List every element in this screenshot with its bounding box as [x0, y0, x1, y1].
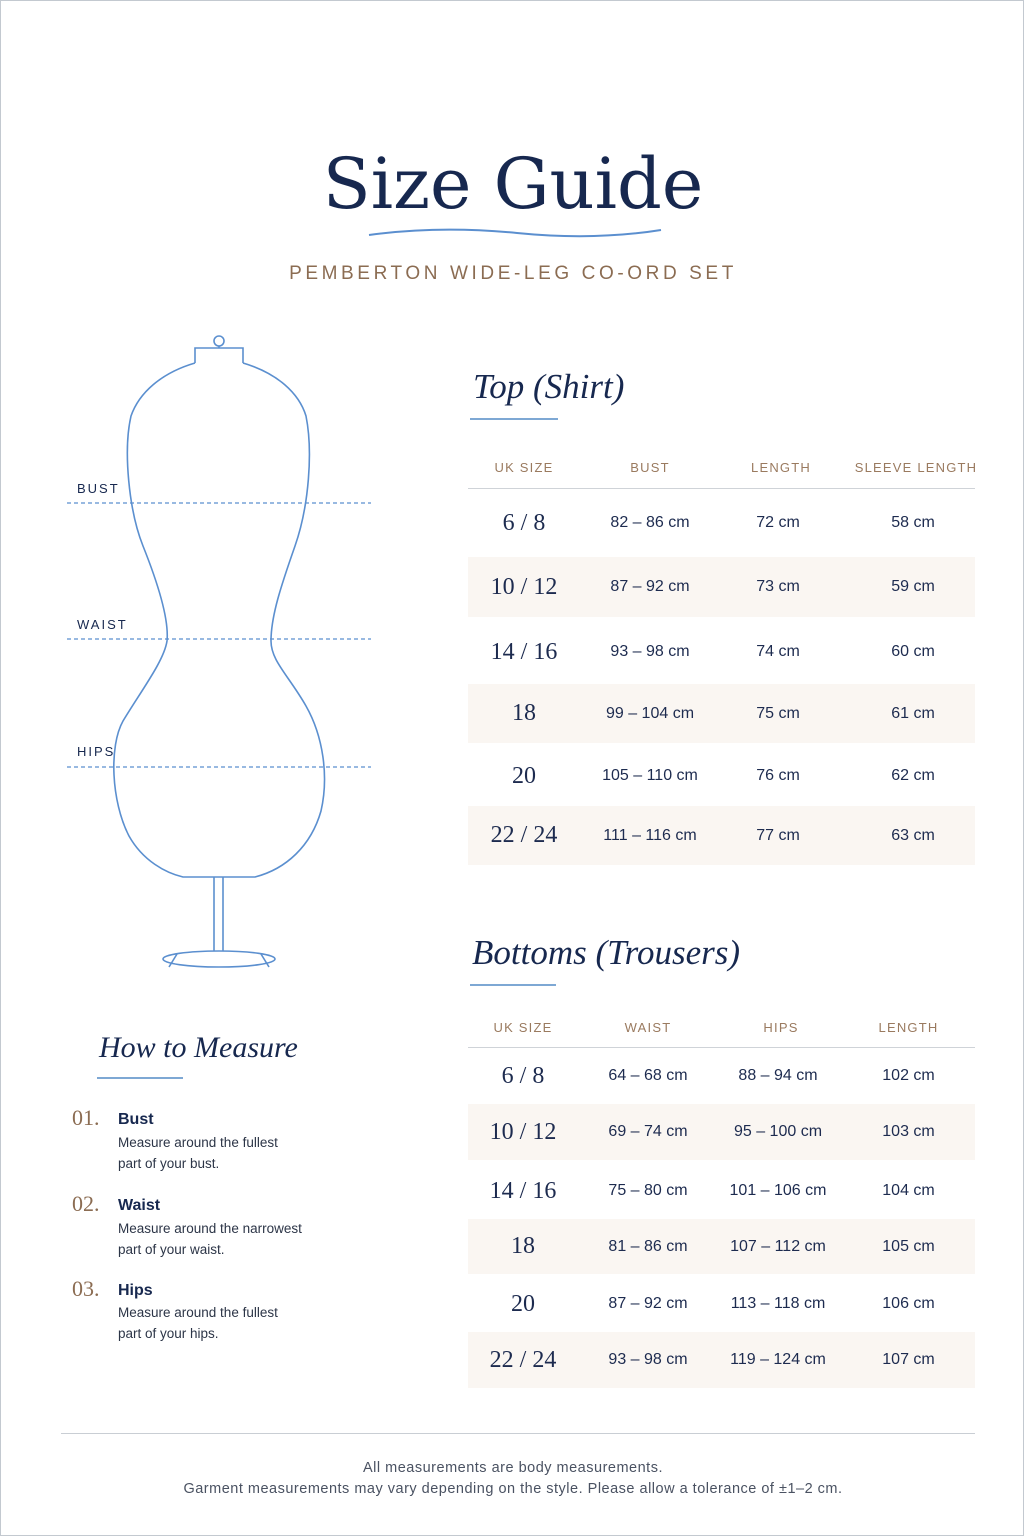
step-description-line: part of your waist.: [118, 1242, 225, 1257]
table-row: [468, 684, 975, 743]
table-row: [468, 1104, 975, 1160]
sleeve-length-cell: 63 cm: [891, 826, 935, 844]
waist-label: WAIST: [77, 617, 128, 632]
top-section-title: Top (Shirt): [473, 367, 625, 406]
hips-cell: 101 – 106 cm: [729, 1182, 827, 1199]
step-description-line: Measure around the fullest: [118, 1135, 278, 1150]
top-header-uk-size: UK SIZE: [494, 460, 554, 475]
uk-size-cell: 6 / 8: [501, 1062, 545, 1089]
how-to-measure-underline: [97, 1077, 183, 1079]
hips-cell: 95 – 100 cm: [733, 1123, 823, 1140]
bottoms-header-divider: [468, 1047, 975, 1048]
step-number: 02.: [72, 1191, 100, 1216]
page-title: Size Guide: [322, 143, 704, 225]
bust-cell: 93 – 98 cm: [610, 643, 690, 660]
top-header-bust: BUST: [630, 460, 670, 475]
waist-cell: 93 – 98 cm: [608, 1351, 688, 1368]
length-cell: 104 cm: [882, 1182, 935, 1199]
sleeve-length-cell: 62 cm: [891, 767, 935, 784]
bust-label: BUST: [77, 481, 120, 496]
step-label-hips: Hips: [118, 1282, 153, 1299]
table-row: [468, 806, 975, 865]
how-to-measure-title: How to Measure: [99, 1031, 298, 1064]
bust-cell: 87 – 92 cm: [610, 578, 690, 595]
top-title-underline: [470, 418, 558, 420]
uk-size-cell: 22 / 24: [489, 1346, 557, 1373]
table-row: [468, 1276, 975, 1332]
waist-cell: 64 – 68 cm: [608, 1067, 688, 1084]
sleeve-length-cell: 61 cm: [891, 704, 935, 722]
table-row: [468, 622, 975, 682]
step-label-waist: Waist: [118, 1197, 161, 1214]
uk-size-cell: 20: [512, 762, 536, 789]
waist-cell: 81 – 86 cm: [608, 1237, 688, 1255]
step-description-line: Measure around the fullest: [118, 1305, 278, 1320]
bust-cell: 111 – 116 cm: [603, 826, 697, 844]
bottoms-header-uk-size: UK SIZE: [493, 1020, 553, 1035]
step-number: 01.: [72, 1105, 100, 1130]
step-number: 03.: [72, 1276, 100, 1301]
length-cell: 102 cm: [882, 1067, 935, 1084]
uk-size-cell: 6 / 8: [502, 509, 546, 536]
top-header-length: LENGTH: [751, 460, 811, 475]
length-cell: 73 cm: [756, 578, 800, 595]
length-cell: 72 cm: [756, 514, 800, 531]
table-row: [468, 494, 975, 552]
uk-size-cell: 18: [511, 1233, 535, 1259]
length-cell: 75 cm: [756, 704, 800, 722]
top-header-sleeve-length: SLEEVE LENGTH: [854, 460, 978, 475]
product-subtitle: PEMBERTON WIDE-LEG CO-ORD SET: [289, 263, 737, 284]
step-label-bust: Bust: [118, 1111, 154, 1128]
uk-size-cell: 20: [511, 1290, 535, 1317]
mannequin-icon: [61, 331, 381, 976]
bust-cell: 82 – 86 cm: [610, 514, 690, 531]
step-description-line: Measure around the narrowest: [118, 1221, 302, 1236]
length-cell: 107 cm: [882, 1351, 935, 1368]
hips-cell: 113 – 118 cm: [730, 1295, 826, 1312]
waist-cell: 87 – 92 cm: [608, 1295, 688, 1312]
length-cell: 77 cm: [756, 826, 800, 844]
table-row: [468, 747, 975, 805]
bottoms-header-length: LENGTH: [878, 1020, 939, 1035]
length-cell: 105 cm: [882, 1237, 935, 1255]
step-description-line: part of your bust.: [118, 1156, 220, 1171]
length-cell: 74 cm: [756, 643, 800, 660]
hips-cell: 107 – 112 cm: [730, 1237, 826, 1255]
hips-label: HIPS: [77, 744, 116, 759]
uk-size-cell: 10 / 12: [489, 1118, 557, 1145]
sleeve-length-cell: 60 cm: [891, 643, 935, 660]
title-wave-decoration: [367, 225, 663, 241]
table-row: [468, 557, 975, 617]
footer-note-line-2: Garment measurements may vary depending on the style. Please allow a tolerance of ±1–2 cm.: [183, 1481, 843, 1497]
step-description-line: part of your hips.: [118, 1326, 219, 1341]
uk-size-cell: 22 / 24: [490, 822, 558, 848]
length-cell: 103 cm: [882, 1123, 935, 1140]
bottoms-header-hips: HIPS: [763, 1020, 799, 1035]
bust-cell: 105 – 110 cm: [602, 767, 698, 784]
bottoms-section-title: Bottoms (Trousers): [472, 933, 741, 972]
sleeve-length-cell: 59 cm: [891, 578, 935, 595]
table-row: [468, 1163, 975, 1219]
hips-cell: 88 – 94 cm: [738, 1067, 818, 1084]
hips-cell: 119 – 124 cm: [730, 1351, 826, 1368]
waist-cell: 75 – 80 cm: [608, 1182, 688, 1199]
uk-size-cell: 10 / 12: [490, 573, 558, 600]
top-header-divider: [468, 488, 975, 489]
table-row: [468, 1051, 975, 1101]
uk-size-cell: 14 / 16: [490, 638, 558, 665]
bust-cell: 99 – 104 cm: [605, 704, 695, 722]
table-row: [468, 1219, 975, 1274]
sleeve-length-cell: 58 cm: [891, 514, 935, 531]
length-cell: 76 cm: [756, 767, 800, 784]
footer-divider: [61, 1433, 975, 1434]
uk-size-cell: 14 / 16: [489, 1177, 557, 1204]
footer-note-line-1: All measurements are body measurements.: [363, 1460, 663, 1476]
table-row: [468, 1332, 975, 1388]
bottoms-title-underline: [470, 984, 556, 986]
uk-size-cell: 18: [512, 700, 536, 726]
length-cell: 106 cm: [882, 1295, 935, 1312]
bottoms-header-waist: WAIST: [624, 1020, 672, 1035]
waist-cell: 69 – 74 cm: [608, 1123, 688, 1140]
